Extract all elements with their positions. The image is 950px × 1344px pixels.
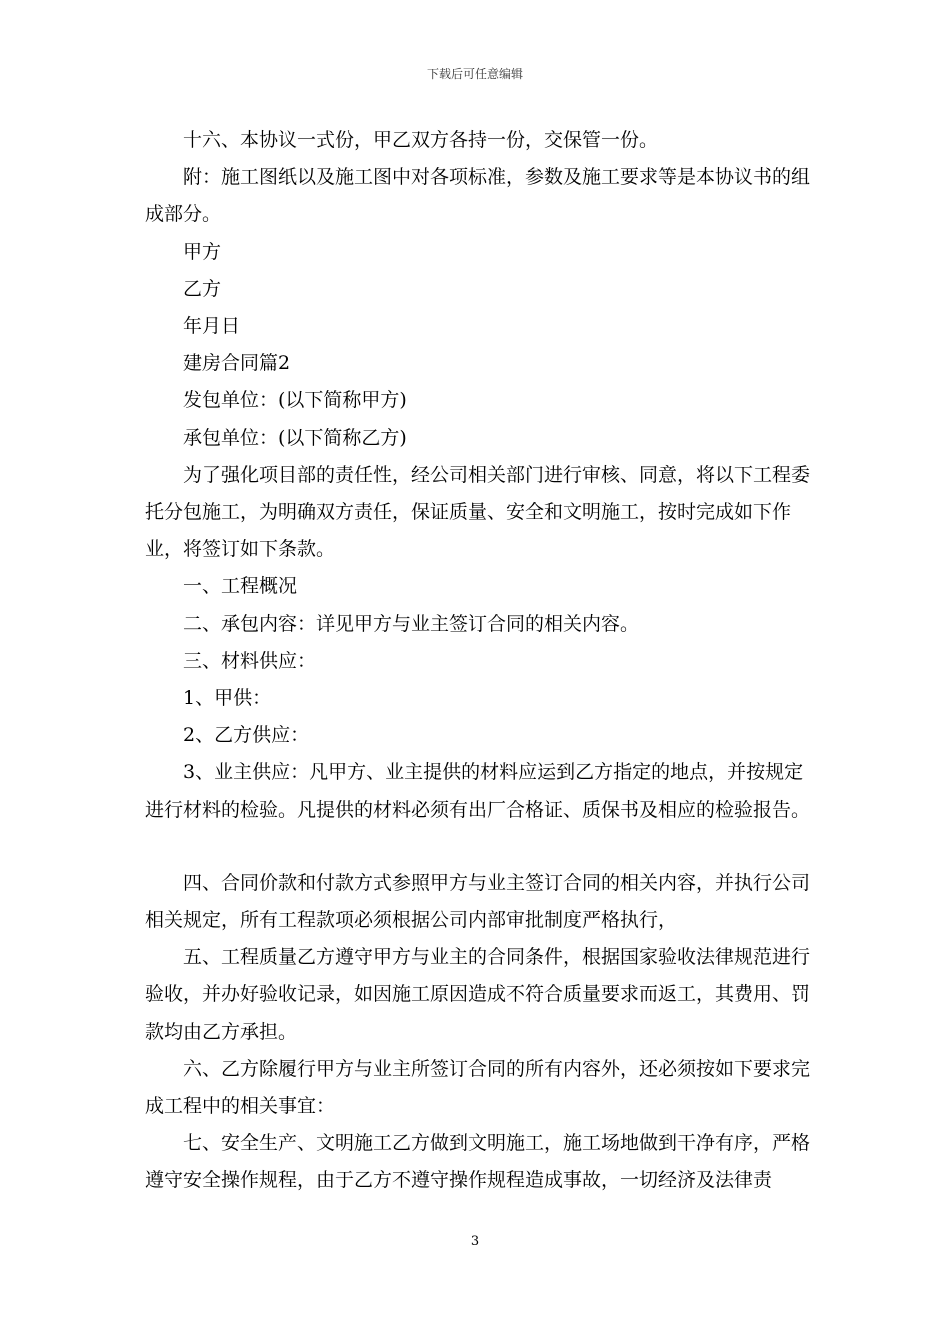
paragraph-clause-7: 七、安全生产、文明施工乙方做到文明施工，施工场地做到干净有序，严格遵守安全操作规程，由于乙方不遵守操作规程造成事故，一切经济及法律责	[145, 1132, 811, 1192]
section-title: 建房合同篇2	[183, 352, 291, 375]
page-number: 3	[470, 1234, 480, 1249]
paragraph-clause-3: 三、材料供应：	[183, 649, 317, 672]
employer-unit: 发包单位：(以下简称甲方)	[183, 389, 407, 412]
paragraph-clause-3-1: 1、甲供：	[183, 687, 272, 710]
paragraph-clause-6: 六、乙方除履行甲方与业主所签订合同的所有内容外，还必须按如下要求完成工程中的相关事宜：	[145, 1057, 811, 1118]
paragraph-clause-2: 二、承包内容：详见甲方与业主签订合同的相关内容。	[183, 612, 640, 635]
document-body	[145, 122, 810, 1200]
paragraph-attachment: 附：施工图纸以及施工图中对各项标准，参数及施工要求等是本协议书的组成部分。	[145, 166, 811, 226]
paragraph-intro: 为了强化项目部的责任性，经公司相关部门进行审核、同意，将以下工程委托分包施工，为明确双方责任，保证质量、安全和文明施工，按时完成如下作业，将签订如下条款。	[145, 463, 811, 561]
party-a-label: 甲方	[183, 240, 222, 263]
paragraph-clause-3-3: 3、业主供应：凡甲方、业主提供的材料应运到乙方指定的地点，并按规定进行材料的检验。凡提供的材料必须有出厂合格证、质保书及相应的检验报告。	[145, 761, 811, 821]
date-label: 年月日	[183, 315, 241, 338]
paragraph-clause-1: 一、工程概况	[183, 575, 298, 598]
paragraph-clause-3-2: 2、乙方供应：	[183, 724, 310, 747]
party-b-label: 乙方	[183, 277, 222, 300]
paragraph-clause-4: 四、合同价款和付款方式参照甲方与业主签订合同的相关内容，并执行公司相关规定，所有工程款项必须根据公司内部审批制度严格执行，	[145, 871, 811, 932]
page-header: 下载后可任意编辑	[426, 67, 523, 81]
paragraph-clause-16: 十六、本协议一式份，甲乙双方各持一份，交保管一份。	[183, 129, 659, 151]
paragraph-clause-5: 五、工程质量乙方遵守甲方与业主的合同条件，根据国家验收法律规范进行验收，并办好验收记录，如因施工原因造成不符合质量要求而返工，其费用、罚款均由乙方承担。	[145, 946, 811, 1043]
contractor-unit: 承包单位：(以下简称乙方)	[183, 426, 407, 449]
